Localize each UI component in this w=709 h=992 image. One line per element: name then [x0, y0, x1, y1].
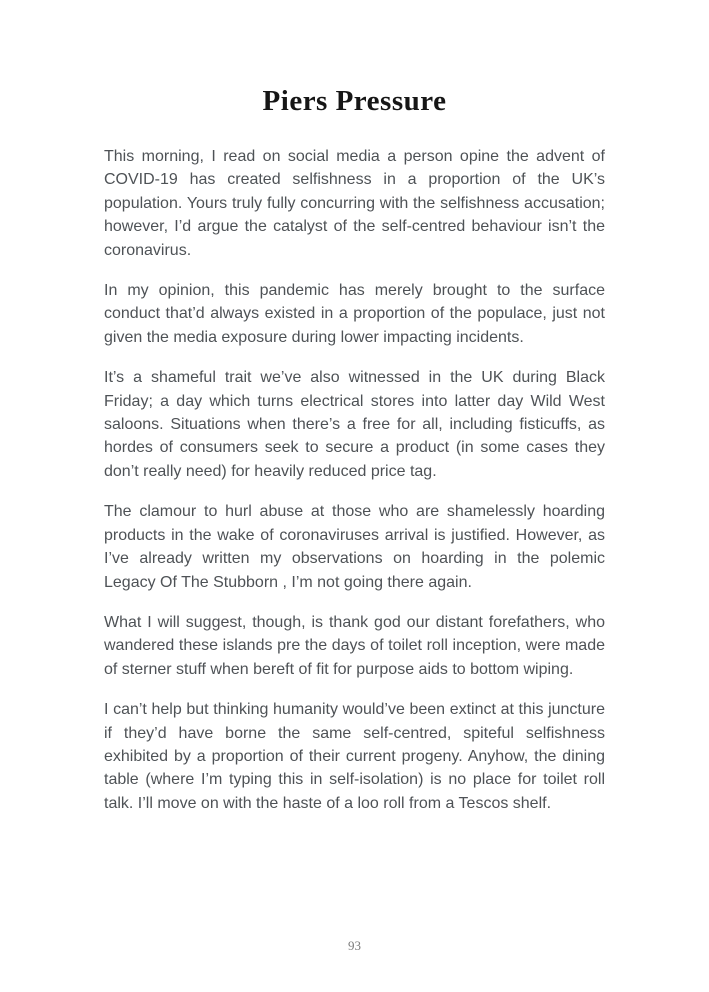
- page-content: [104, 84, 605, 815]
- paragraph: The clamour to hurl abuse at those who are shamelessly hoarding products in the wake of coronaviruses arrival is justified. However, as I’ve already written my observations on hoarding in the polemic Legacy Of The Stubborn , I’m not going there again.: [104, 503, 605, 591]
- page-title: Piers Pressure: [262, 85, 447, 117]
- paragraph: This morning, I read on social media a person opine the advent of COVID-19 has created selfishness in a proportion of the UK’s population. Yours truly fully concurring with the selfishness accusation; however, I’d argue the catalyst of the self-centred behaviour isn’t the coronavirus.: [104, 148, 605, 259]
- body-text: [104, 145, 605, 815]
- page-number: 93: [348, 938, 361, 953]
- paragraph: In my opinion, this pandemic has merely brought to the surface conduct that’d always existed in a proportion of the populace, just not given the media exposure during lower impacting incidents.: [104, 282, 605, 346]
- paragraph: What I will suggest, though, is thank god our distant forefathers, who wandered these islands pre the days of toilet roll inception, were made of sterner stuff when bereft of fit for purpose aids to bottom wiping.: [104, 613, 605, 678]
- paragraph: I can’t help but thinking humanity would’ve been extinct at this juncture if they’d have borne the same self-centred, spiteful selfishness exhibited by a proportion of their current progeny. Anyhow, the dining table (where I’m typing this in self-isolation) is no place for toilet roll talk. I’ll move on with the haste of a loo roll from a Tescos shelf.: [104, 701, 605, 812]
- paragraph: It’s a shameful trait we’ve also witnessed in the UK during Black Friday; a day which turns electrical stores into latter day Wild West saloons. Situations when there’s a free for all, including fisticuffs, as hordes of consumers seek to secure a product (in some cases they don’t really need) for heavily reduced price tag.: [104, 369, 605, 480]
